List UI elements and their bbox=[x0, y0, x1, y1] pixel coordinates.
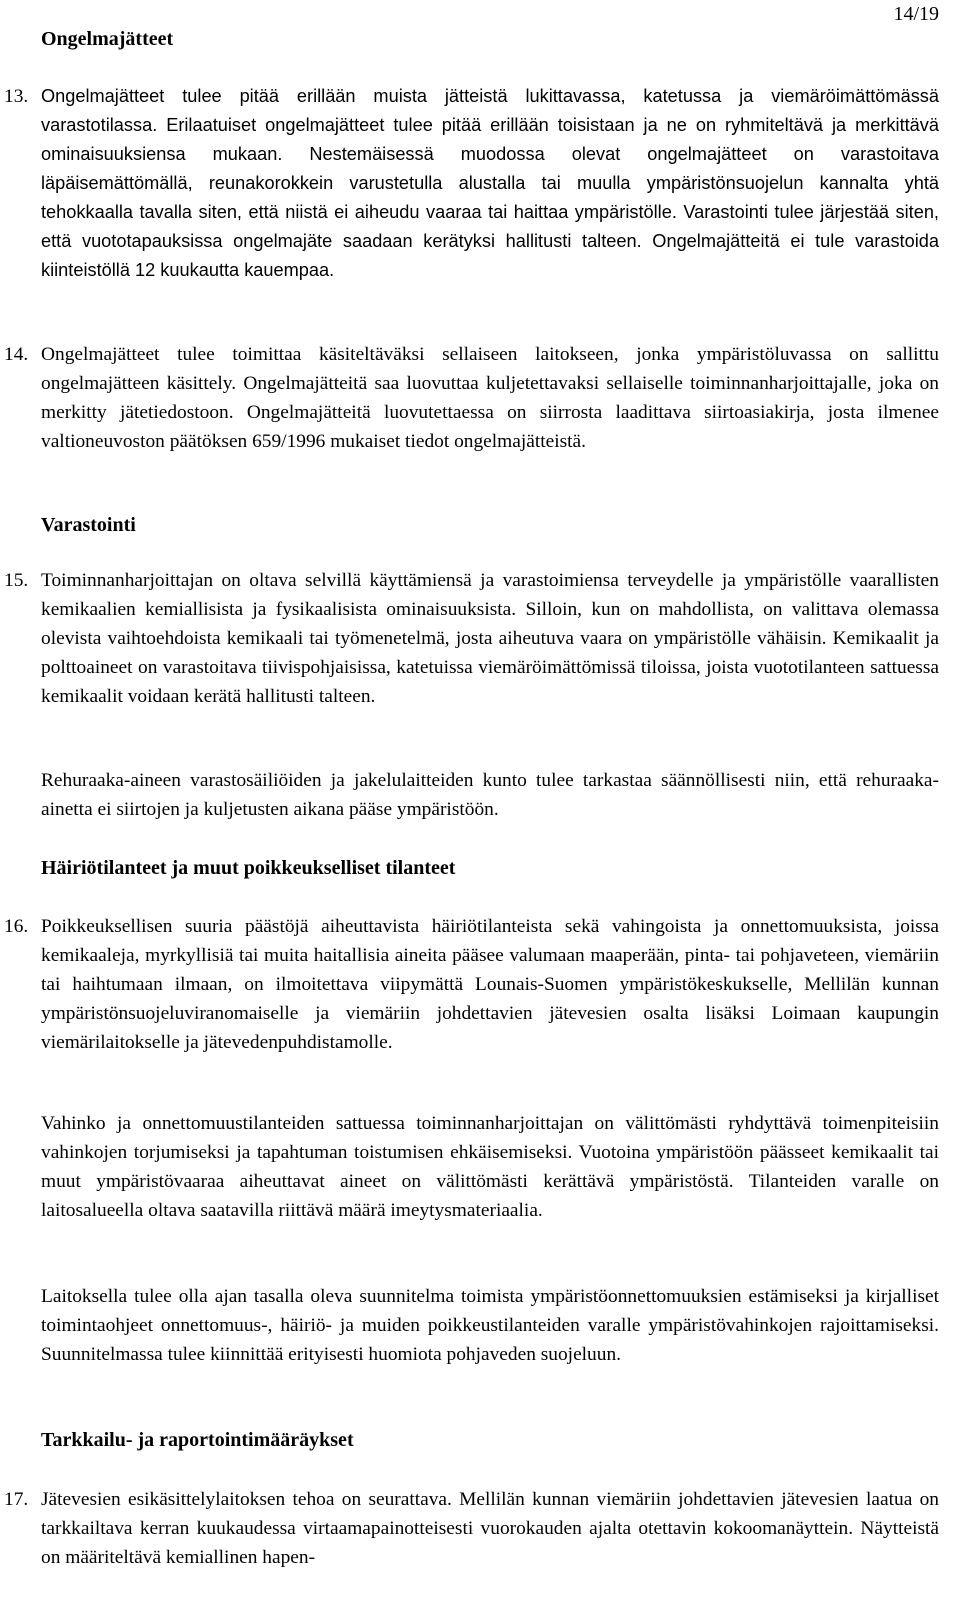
section-heading-varastointi: Varastointi bbox=[41, 514, 136, 536]
paragraph-15b bbox=[41, 766, 939, 824]
paragraph-14 bbox=[4, 340, 939, 456]
paragraph-text: Jätevesien esikäsittelylaitoksen tehoa on seurattava. Mellilän kunnan viemäriin johdettavien jätevesien laatua on tarkkailtava kerran kuukaudessa virtaamapainotteisesti vuorokauden ajalta otettavin kokoomanäyttein. Näytteistä on määriteltävä kemiallinen hapen- bbox=[41, 1489, 939, 1568]
paragraph-number: 17. bbox=[4, 1489, 29, 1510]
paragraph-text: Ongelmajätteet tulee toimittaa käsiteltäväksi sellaiseen laitokseen, jonka ympäristöluvassa on sallittu ongelmajätteen käsittely. Ongelmajätteitä saa luovuttaa kuljetettavaksi sellaiselle toiminnanharjoittajalle, joka on merkitty jätetiedostoon. Ongelmajätteitä luovutettaessa on siirrosta laadittava siirtoasiakirja, josta ilmenee valtioneuvoston päätöksen 659/1996 mukaiset tiedot ongelmajätteistä. bbox=[41, 344, 939, 452]
paragraph-number: 13. bbox=[4, 86, 29, 107]
paragraph-text: Laitoksella tulee olla ajan tasalla oleva suunnitelma toimista ympäristöonnettomuuksien estämiseksi ja kirjalliset toimintaohjeet onnettomuus-, häiriö- ja muiden poikkeustilanteiden varalle ympäristövahinkojen rajoittamiseksi. Suunnitelmassa tulee kiinnittää erityisesti huomiota pohjaveden suojeluun. bbox=[41, 1286, 939, 1365]
paragraph-15 bbox=[4, 566, 939, 711]
paragraph-number: 14. bbox=[4, 344, 29, 365]
section-heading-tarkkailu: Tarkkailu- ja raportointimääräykset bbox=[41, 1429, 354, 1451]
section-heading-ongelmajatteet: Ongelmajätteet bbox=[41, 28, 174, 50]
paragraph-text: Toiminnanharjoittajan on oltava selvillä käyttämiensä ja varastoimiensa terveydelle ja ympäristölle vaarallisten kemikaalien kemiallisista ja fysikaalisista ominaisuuksista. Silloin, kun on mahdollista, on valittava olemassa olevista vaihtoehdoista kemikaali tai työmenetelmä, josta aiheutuva vaara on ympäristölle vähäisin. Kemikaalit ja polttoaineet on varastoitava tiivispohjaisissa, katetuissa viemäröimättömissä tiloissa, joista vuototilanteen sattuessa kemikaalit voidaan kerätä hallitusti talteen. bbox=[41, 570, 939, 707]
paragraph-text: Rehuraaka-aineen varastosäiliöiden ja jakelulaitteiden kunto tulee tarkastaa säännöllisesti niin, että rehuraaka-ainetta ei siirtojen ja kuljetusten aikana pääse ympäristöön. bbox=[41, 770, 939, 820]
paragraph-17 bbox=[4, 1485, 939, 1572]
paragraph-16 bbox=[4, 912, 939, 1057]
paragraph-text: Poikkeuksellisen suuria päästöjä aiheuttavista häiriötilanteista sekä vahingoista ja onnettomuuksista, joissa kemikaaleja, myrkyllisiä tai muita haitallisia aineita pääsee valumaan maaperään, pinta- tai pohjaveteen, viemäriin tai haihtumaan ilmaan, on ilmoitettava viipymättä Lounais-Suomen ympäristökeskukselle, Mellilän kunnan ympäristönsuojeluviranomaiselle ja viemäriin johdettavien jätevesien osalta lisäksi Loimaan kaupungin viemärilaitokselle ja jätevedenpuhdistamolle. bbox=[41, 916, 939, 1053]
paragraph-number: 16. bbox=[4, 916, 29, 937]
section-heading-hairiotilanteet: Häiriötilanteet ja muut poikkeukselliset tilanteet bbox=[41, 857, 456, 879]
paragraph-16b bbox=[41, 1109, 939, 1225]
paragraph-number: 15. bbox=[4, 570, 29, 591]
paragraph-13 bbox=[4, 82, 939, 285]
page-number: 14/19 bbox=[893, 3, 939, 25]
paragraph-text: Ongelmajätteet tulee pitää erillään muista jätteistä lukittavassa, katetussa ja viemäröimättömässä varastotilassa. Erilaatuiset ongelmajätteet tulee pitää erillään toisistaan ja ne on ryhmiteltävä ja merkittävä ominaisuuksiensa mukaan. Nestemäisessä muodossa olevat ongelmajätteet on varastoitava läpäisemättömällä, reunakorokkein varustetulla alustalla tai muulla ympäristönsuojelun kannalta yhtä tehokkaalla tavalla siten, että niistä ei aiheudu vaaraa tai haittaa ympäristölle. Varastointi tulee järjestää siten, että vuototapauksissa ongelmajäte saadaan kerätyksi hallitusti talteen. Ongelmajätteitä ei tule varastoida kiinteistöllä 12 kuukautta kauempaa. bbox=[41, 86, 939, 280]
paragraph-text: Vahinko ja onnettomuustilanteiden sattuessa toiminnanharjoittajan on välittömästi ryhdyttävä toimenpiteisiin vahinkojen torjumiseksi ja tapahtuman toistumisen ehkäisemiseksi. Vuotoina ympäristöön päässeet kemikaalit tai muut ympäristövaaraa aiheuttavat aineet on välittömästi kerättävä ympäristöstä. Tilanteiden varalle on laitosalueella oltava saatavilla riittävä määrä imeytysmateriaalia. bbox=[41, 1113, 939, 1221]
paragraph-16c bbox=[41, 1282, 939, 1369]
